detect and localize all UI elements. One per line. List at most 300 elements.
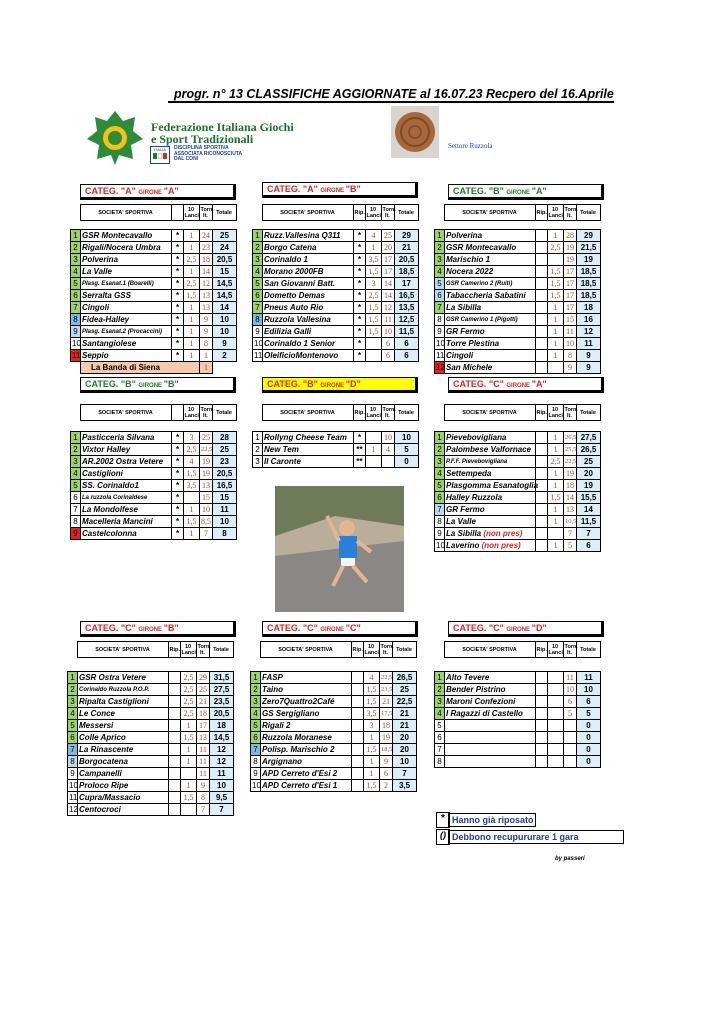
row-team: [263, 230, 354, 242]
row-torn: 18: [197, 708, 210, 720]
row-mark: *: [354, 350, 366, 362]
team-name: Castelcolonna: [82, 528, 137, 538]
legend-paren-text: Debbono recupururare 1 gara: [448, 830, 624, 844]
row-torn: 15: [200, 492, 213, 504]
table-row: [253, 302, 419, 314]
table-row: [71, 302, 237, 314]
row-torn: 4: [382, 444, 395, 456]
table-row: [251, 780, 417, 792]
row-mark: [352, 756, 364, 768]
row-position: 5: [435, 278, 445, 290]
row-total: 12,5: [395, 314, 419, 326]
row-lanci: 1: [548, 444, 564, 456]
row-torn: 10: [564, 684, 577, 696]
team-name: San Giovanni Batt.: [264, 278, 336, 288]
row-lanci: 1,5: [364, 780, 380, 792]
row-total: 18,5: [395, 266, 419, 278]
table-row: [435, 480, 601, 492]
table-row: [253, 432, 419, 444]
table-row: [251, 684, 417, 696]
table-row: [435, 362, 601, 374]
row-torn: 13: [197, 732, 210, 744]
row-team: [78, 768, 169, 780]
row-lanci: 1,5: [181, 792, 197, 804]
row-mark: *: [354, 290, 366, 302]
row-position: 10: [252, 780, 261, 790]
row-mark: [536, 720, 548, 732]
extra-blank: [71, 362, 81, 374]
not-present-note: (non pres): [479, 540, 521, 550]
row-position: 11: [436, 350, 445, 360]
header-rip: Rip.: [535, 405, 547, 421]
title-underline: [168, 101, 614, 103]
row-lanci: 1: [184, 230, 200, 242]
row-position: 1: [71, 432, 81, 444]
row-total: 5: [577, 708, 601, 720]
row-torn: 22,5: [564, 456, 577, 468]
row-torn: 15: [564, 314, 577, 326]
row-team: [81, 504, 172, 516]
row-torn: 13: [200, 302, 213, 314]
row-position: 1: [435, 432, 445, 444]
row-mark: [352, 672, 364, 684]
header-rip: Rip.: [353, 405, 365, 421]
row-mark: [536, 432, 548, 444]
row-lanci: 2,5: [548, 456, 564, 468]
row-mark: [536, 672, 548, 684]
row-mark: [536, 696, 548, 708]
row-lanci: 3: [184, 432, 200, 444]
team-name: Vixtor Halley: [82, 444, 131, 454]
row-total: 16,5: [213, 480, 237, 492]
girone-letter: "D": [345, 379, 361, 389]
row-lanci: 1: [366, 444, 382, 456]
disc-line-2: ASSOCIATA RICONOSCIUTA: [174, 150, 243, 157]
row-total: 9: [577, 350, 601, 362]
row-team: [445, 684, 536, 696]
header-blank: [434, 405, 444, 421]
row-lanci: 1: [184, 528, 200, 540]
row-total: 11,5: [395, 326, 419, 338]
row-lanci: 1: [548, 314, 564, 326]
row-team: [263, 444, 354, 456]
row-torn: 9: [380, 756, 393, 768]
row-total: 10: [213, 314, 237, 326]
row-team: [81, 254, 172, 266]
girone-word: GIRONE: [138, 190, 164, 196]
team-name: La Sibilla: [446, 528, 482, 538]
table-row: [435, 672, 601, 684]
row-team: [445, 326, 536, 338]
header-torn: Torn. It.: [382, 206, 396, 219]
table-row: [435, 540, 601, 552]
row-torn: 14: [382, 278, 395, 290]
row-total: 18,5: [577, 266, 601, 278]
row-total: 10: [210, 780, 234, 792]
row-total: 20: [577, 468, 601, 480]
header-societa: SOCIETA' SPORTIVA: [444, 642, 535, 658]
standings-table-b-a: [434, 229, 601, 374]
not-present-note: (non pres): [481, 528, 523, 538]
row-mark: *: [354, 338, 366, 350]
row-position: 1: [435, 672, 445, 684]
row-mark: *: [354, 302, 366, 314]
row-team: [78, 696, 169, 708]
row-total: 9: [577, 362, 601, 374]
row-torn: 18: [200, 254, 213, 266]
row-team: [81, 230, 172, 242]
row-total: 11,5: [577, 516, 601, 528]
row-lanci: [548, 756, 564, 768]
row-position: 3: [68, 696, 78, 708]
row-mark: *: [172, 266, 184, 278]
header-torn: Torn. It.: [564, 406, 578, 419]
row-team: [445, 708, 536, 720]
table-row: [251, 732, 417, 744]
byline: by passeri: [555, 856, 585, 862]
row-total: 14: [577, 504, 601, 516]
team-name: Castiglioni: [82, 468, 123, 478]
row-team: [445, 672, 536, 684]
table-row: [68, 720, 234, 732]
header-lanci: 10 Lanci: [184, 206, 199, 219]
team-name: Polverina: [82, 254, 119, 264]
row-position: 2: [68, 684, 78, 696]
row-mark: *: [172, 278, 184, 290]
row-team: [263, 302, 354, 314]
row-torn: 17: [382, 254, 395, 266]
row-torn: 21: [197, 696, 210, 708]
row-position: 5: [435, 720, 445, 732]
team-name: Plasg. Esanat.2 (Procaccini): [82, 328, 163, 335]
row-team: [445, 302, 536, 314]
disc-line-1: DISCIPLINA SPORTIVA: [174, 145, 229, 151]
row-mark: [536, 326, 548, 338]
row-mark: [536, 242, 548, 254]
row-team: [445, 314, 536, 326]
row-total: 12: [210, 756, 234, 768]
row-torn: 9: [197, 780, 210, 792]
row-lanci: 4: [184, 456, 200, 468]
header-rip: Rip.: [535, 205, 547, 221]
table-row: [251, 744, 417, 756]
row-total: 7: [210, 804, 234, 816]
row-lanci: 2,5: [548, 242, 564, 254]
row-team: [81, 456, 172, 468]
header-societa: SOCIETA' SPORTIVA: [444, 205, 535, 221]
row-torn: 6: [382, 350, 395, 362]
table-row: [435, 290, 601, 302]
table-row: [253, 314, 419, 326]
row-team: [263, 266, 354, 278]
row-position: 10: [254, 338, 263, 348]
team-name: Proloco Ripe: [79, 780, 129, 790]
row-total: 15: [213, 266, 237, 278]
row-mark: *: [354, 266, 366, 278]
row-total: 10: [395, 432, 419, 444]
team-name: Torre Plestina: [446, 338, 500, 348]
team-name: Palombese Valfornace: [446, 444, 532, 454]
team-name: Corinaldo Ruzzola P.O.P.: [79, 686, 150, 693]
row-total: 5: [395, 444, 419, 456]
table-row: [71, 254, 237, 266]
row-lanci: 4: [364, 672, 380, 684]
header-table-a-b: [252, 204, 419, 221]
header-lanci: 10 Lanci: [364, 643, 379, 656]
team-name: Campanelli: [79, 768, 122, 778]
row-team: [81, 432, 172, 444]
row-torn: 11: [382, 314, 395, 326]
italia-label: ITALIA: [154, 147, 166, 152]
row-mark: *: [172, 504, 184, 516]
row-mark: [352, 696, 364, 708]
row-torn: 1: [200, 350, 213, 362]
row-team: [78, 756, 169, 768]
team-name: Morano 2000FB: [264, 266, 324, 276]
team-name: OleificioMontenovo: [264, 350, 339, 360]
row-mark: *: [354, 254, 366, 266]
row-torn: 14: [200, 266, 213, 278]
row-position: 5: [71, 278, 81, 290]
row-torn: 9: [564, 362, 577, 374]
team-name: Messersi: [79, 720, 114, 730]
team-name: GSR Montecavallo: [446, 242, 517, 252]
team-name: La Mondolfese: [82, 504, 139, 514]
row-total: 9: [213, 338, 237, 350]
table-row: [435, 314, 601, 326]
row-team: [445, 720, 536, 732]
row-total: 12: [210, 744, 234, 756]
team-name: Halley Ruzzola: [446, 492, 503, 502]
header-blank: [250, 642, 260, 658]
row-lanci: 1: [548, 302, 564, 314]
row-team: [261, 780, 352, 792]
table-row: [435, 444, 601, 456]
row-total: 0: [577, 744, 601, 756]
row-team: [263, 350, 354, 362]
row-total: 23,5: [210, 696, 234, 708]
row-position: 7: [253, 302, 263, 314]
row-lanci: 2,5: [181, 672, 197, 684]
row-total: 25: [213, 444, 237, 456]
row-team: [78, 708, 169, 720]
row-team: [445, 756, 536, 768]
row-position: 1: [68, 672, 78, 684]
standings-table-c-d: [434, 671, 601, 768]
row-team: [445, 744, 536, 756]
row-team: [263, 290, 354, 302]
row-team: [78, 732, 169, 744]
row-lanci: [181, 804, 197, 816]
row-team: [445, 732, 536, 744]
header-table-a-a: [70, 204, 237, 221]
row-total: 20,5: [210, 708, 234, 720]
header-table-c-d: [434, 641, 601, 658]
row-torn: 18,5: [380, 744, 393, 756]
row-position: 5: [71, 480, 81, 492]
row-team: [445, 350, 536, 362]
row-position: 2: [253, 444, 263, 456]
row-lanci: 1: [548, 540, 564, 552]
team-name: Laverino: [446, 540, 480, 550]
row-mark: [352, 780, 364, 792]
table-row: [71, 350, 237, 362]
header-torn: Torn. It.: [564, 206, 578, 219]
row-position: 3: [435, 254, 445, 266]
row-total: 20: [393, 732, 417, 744]
row-mark: [352, 732, 364, 744]
row-mark: [352, 708, 364, 720]
table-row: [68, 708, 234, 720]
table-row: [68, 696, 234, 708]
row-position: 6: [71, 492, 81, 504]
header-totale: Totale: [394, 205, 418, 221]
row-mark: [536, 540, 548, 552]
team-name: Ruzzola Vallesina: [264, 314, 331, 324]
row-mark: [536, 744, 548, 756]
row-mark: *: [172, 254, 184, 266]
table-row: [435, 456, 601, 468]
girone-word: GIRONE: [320, 627, 346, 633]
row-lanci: [548, 720, 564, 732]
table-row: [68, 744, 234, 756]
row-torn: 11: [564, 326, 577, 338]
team-name: Seppio: [82, 350, 109, 360]
row-total: 21: [393, 708, 417, 720]
row-team: [445, 230, 536, 242]
row-total: 7: [577, 528, 601, 540]
row-position: 8: [251, 756, 261, 768]
row-mark: *: [172, 432, 184, 444]
row-mark: [352, 684, 364, 696]
row-total: 6: [577, 540, 601, 552]
row-mark: [169, 696, 181, 708]
row-torn: 7: [564, 528, 577, 540]
row-mark: *: [172, 314, 184, 326]
team-name: San Michele: [446, 362, 493, 372]
table-row: [68, 780, 234, 792]
row-mark: [169, 684, 181, 696]
row-team: [445, 468, 536, 480]
row-team: [78, 792, 169, 804]
header-blank: [67, 642, 77, 658]
row-position: 4: [435, 266, 445, 278]
row-total: 22,5: [393, 696, 417, 708]
row-position: 8: [435, 314, 445, 326]
row-torn: 17: [197, 720, 210, 732]
row-total: 0: [577, 732, 601, 744]
row-total: 25: [393, 684, 417, 696]
team-name: Maroni Confezioni: [446, 696, 516, 706]
row-lanci: 1: [548, 350, 564, 362]
row-lanci: 1,5: [366, 326, 382, 338]
header-societa: SOCIETA' SPORTIVA: [262, 405, 353, 421]
team-name: La Sibilla: [446, 302, 482, 312]
row-total: 19: [577, 480, 601, 492]
row-torn: 8,5: [201, 516, 211, 526]
row-total: 20,5: [213, 254, 237, 266]
row-team: [445, 480, 539, 492]
row-team: [261, 756, 352, 768]
row-torn: 24: [200, 230, 213, 242]
header-totale: Totale: [212, 205, 236, 221]
table-row: [71, 432, 237, 444]
row-team: [445, 504, 536, 516]
row-position: 8: [71, 516, 81, 528]
team-name: Alto Tevere: [446, 672, 490, 682]
girone-word: GIRONE: [506, 383, 532, 389]
row-lanci: 1: [181, 720, 197, 732]
row-team: [78, 744, 169, 756]
row-position: 2: [251, 684, 261, 696]
row-mark: [536, 492, 548, 504]
row-total: 15: [213, 492, 237, 504]
row-total: 14,5: [213, 278, 237, 290]
team-name: La Valle: [82, 266, 112, 276]
row-position: 1: [253, 432, 263, 444]
row-lanci: 1: [181, 756, 197, 768]
row-team: [261, 768, 352, 780]
row-position: 3: [253, 456, 263, 468]
row-lanci: 1: [548, 230, 564, 242]
girone-word: GIRONE: [506, 627, 532, 633]
row-team: [445, 362, 536, 374]
row-total: 0: [577, 756, 601, 768]
header-torn: Torn. It.: [200, 206, 214, 219]
table-row: [435, 326, 601, 338]
row-mark: [536, 254, 548, 266]
row-total: 20,5: [213, 468, 237, 480]
row-torn: 25,5: [564, 444, 577, 456]
table-row: [68, 768, 234, 780]
row-torn: 28: [564, 230, 577, 242]
row-total: 8: [213, 528, 237, 540]
girone-word: GIRONE: [320, 383, 346, 389]
girone-word: GIRONE: [138, 383, 164, 389]
row-total: 29: [395, 230, 419, 242]
row-torn: 18: [564, 480, 577, 492]
row-position: 11: [69, 792, 78, 802]
table-row: [253, 290, 419, 302]
row-total: 26,5: [393, 672, 417, 684]
row-torn: 10,5: [564, 516, 577, 528]
row-position: 7: [71, 504, 81, 516]
row-lanci: [548, 708, 564, 720]
row-total: 11: [577, 672, 601, 684]
row-total: 19: [577, 254, 601, 266]
coni-badge: [150, 146, 242, 164]
team-name: Serralta GSS: [82, 290, 131, 300]
row-mark: *: [354, 314, 366, 326]
header-societa: SOCIETA' SPORTIVA: [262, 205, 353, 221]
row-position: 11: [254, 350, 263, 360]
federation-line-2: e Sport Tradizionali: [151, 132, 254, 146]
row-lanci: [181, 768, 197, 780]
row-total: 10: [393, 756, 417, 768]
row-position: 11: [72, 350, 81, 360]
row-lanci: 1,5: [184, 290, 200, 302]
row-mark: [536, 444, 548, 456]
row-team: [261, 684, 352, 696]
team-name: Rollyng Cheese Team: [264, 432, 347, 442]
team-name: Plasgomma Esanatoglia: [446, 480, 539, 490]
row-total: 10: [577, 684, 601, 696]
category-label-b-a: [448, 184, 604, 200]
row-torn: 22,5: [200, 444, 213, 456]
table-row: [71, 314, 237, 326]
legend-star: *: [436, 812, 450, 828]
row-torn: 10: [200, 504, 213, 516]
